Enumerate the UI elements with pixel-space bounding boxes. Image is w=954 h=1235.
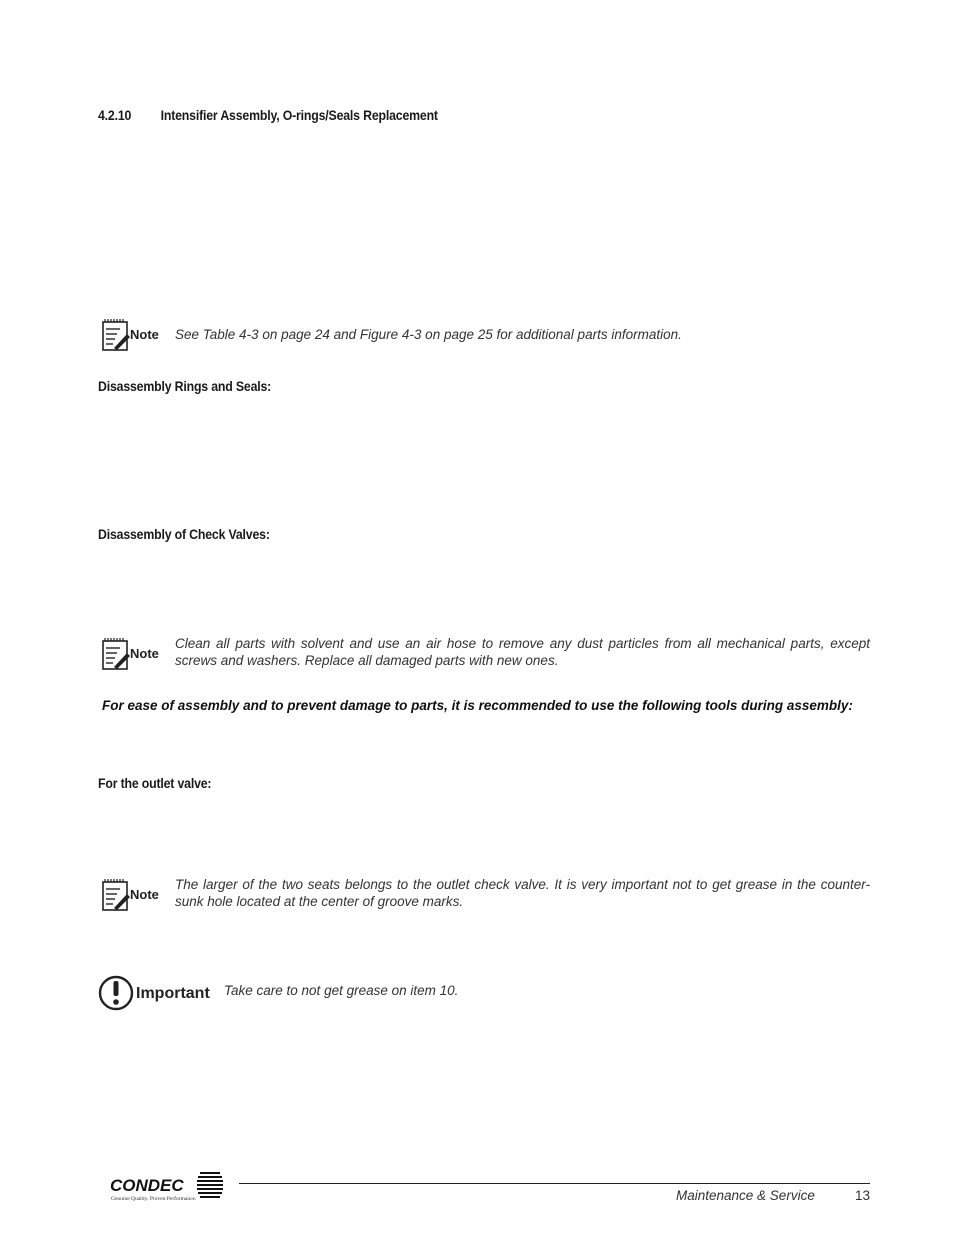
note-text-2: Clean all parts with solvent and use an air hose to remove any dust particles from all mechanical parts, except screws and washers. Replace all damaged parts with new ones. [175,636,870,668]
section-heading [98,107,438,123]
logo-tagline: Genuine Quality. Proven Performance. [111,1196,197,1202]
subheading-rings-seals: Disassembly Rings and Seals: [98,378,272,394]
footer-page-number: 13 [855,1188,871,1203]
section-number: 4.2.10 [98,107,132,123]
note-label: Note [130,887,159,902]
note-icon [100,878,164,912]
important-icon [98,973,218,1013]
note-icon [100,637,164,671]
important-label: Important [136,985,210,1002]
note-label: Note [130,327,159,342]
note-callout-3 [100,878,164,917]
important-text: Take care to not get grease on item 10. [224,983,459,998]
note-text-1: See Table 4-3 on page 24 and Figure 4-3 on page 25 for additional parts information. [175,327,682,342]
note-icon [100,318,164,352]
subheading-outlet-valve: For the outlet valve: [98,775,212,791]
note-callout-2 [100,637,164,676]
section-title: Intensifier Assembly, O-rings/Seals Replacement [160,107,438,123]
footer-section-name: Maintenance & Service [676,1188,815,1203]
tools-statement: For ease of assembly and to prevent damage to parts, it is recommended to use the following tools during assembly: [102,698,853,713]
note-label: Note [130,646,159,661]
footer-logo [108,1168,226,1204]
footer-rule [239,1183,870,1184]
condec-logo [108,1168,226,1204]
note-text-3: The larger of the two seats belongs to the outlet check valve. It is very important not to get grease in the counter-sunk hole located at the center of groove marks. [175,877,870,909]
important-callout [98,973,218,1018]
subheading-check-valves: Disassembly of Check Valves: [98,526,270,542]
note-callout-1 [100,318,164,357]
logo-wordmark: CONDEC [110,1176,184,1195]
